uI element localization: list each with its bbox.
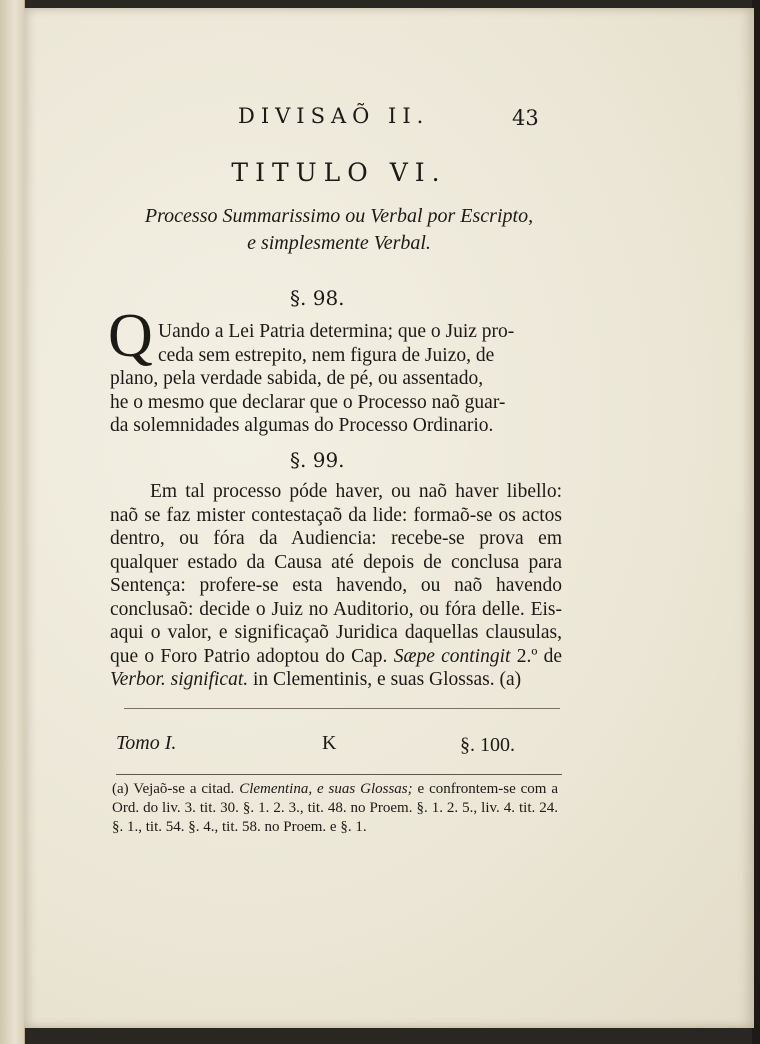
paragraph-line: Uando a Lei Patria determina; que o Juiz pro- bbox=[158, 321, 515, 342]
section-99-label: §. 99. bbox=[290, 448, 345, 472]
page-footer bbox=[24, 732, 754, 762]
paragraph-line: he o mesmo que declarar que o Processo naõ guar- bbox=[110, 391, 506, 413]
subtitle-line-2: e simplesmente Verbal. bbox=[247, 232, 431, 254]
drop-cap: Q bbox=[108, 302, 153, 370]
left-page-edge bbox=[0, 0, 25, 1044]
section-99-paragraph bbox=[110, 480, 562, 692]
page-header bbox=[24, 104, 754, 134]
section-98-label: §. 98. bbox=[290, 286, 345, 310]
catchword: §. 100. bbox=[460, 734, 515, 756]
footnote-text: e confrontem-se com a Ord. do liv. 3. tit. 30. §. 1. 2. 3., tit. 48. no Proem. §. 1. 2. 5., liv. 4. tit. 24. §. 1., tit. 54. §. 4., tit. 58. no Proem. e §. 1. bbox=[112, 781, 559, 835]
citation: Sæpe contingit bbox=[393, 645, 511, 667]
paragraph-line: ceda sem estrepito, nem figura de Juizo, de bbox=[158, 344, 495, 366]
subtitle-line-1: Processo Summarissimo ou Verbal por Escripto, bbox=[144, 205, 534, 227]
paragraph-line: da solemnidades algumas do Processo Ordinario. bbox=[110, 415, 494, 436]
paragraph-text: Em tal processo póde haver, ou naõ haver libello: naõ se faz mister contestaçaõ da lide: formaõ-se os actos dentro, ou fóra da Audiencia: recebe-se prova em qualquer estado da Causa até depois de conclusa para Sentença: profere-se esta havendo, ou naõ havendo conclusaõ: decide o Juiz no Auditorio, ou fóra delle. Eis-aqui o valor, e significaçaõ Juridica daquellas clausulas, que o Foro Patrio adoptou do Cap. bbox=[110, 481, 562, 667]
chapter-title: TITULO VI. bbox=[231, 158, 447, 187]
footnote bbox=[112, 780, 558, 837]
footnote-text: (a) Vejaõ-se a citad. bbox=[112, 781, 235, 797]
footnote-rule bbox=[116, 774, 562, 775]
citation: Verbor. significat. bbox=[110, 669, 249, 690]
book-page bbox=[24, 8, 754, 1028]
chapter-subtitle bbox=[104, 203, 574, 257]
paragraph-text: in Clementinis, e suas Glossas. (a) bbox=[253, 669, 522, 690]
signature-mark: K bbox=[322, 732, 337, 754]
paragraph-text: 2.º de bbox=[516, 645, 563, 667]
page-number: 43 bbox=[512, 106, 539, 130]
footnote-citation: Clementina, e suas Glossas; bbox=[239, 781, 413, 797]
running-head: DIVISAÕ II. bbox=[238, 104, 430, 128]
volume-label: Tomo I. bbox=[116, 732, 177, 754]
paragraph-line: plano, pela verdade sabida, de pé, ou assentado, bbox=[110, 368, 484, 389]
section-98-paragraph bbox=[110, 320, 558, 438]
divider bbox=[124, 708, 560, 709]
